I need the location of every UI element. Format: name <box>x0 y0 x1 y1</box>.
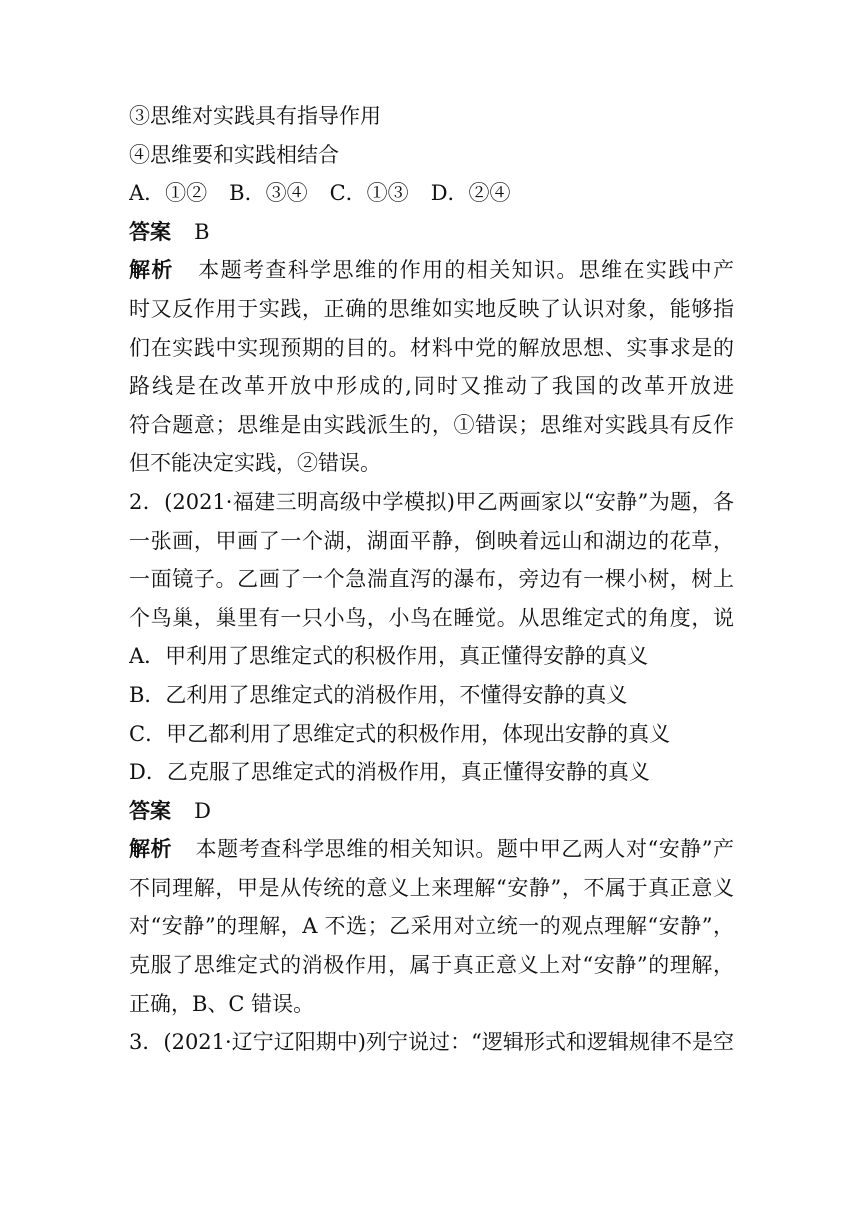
q1-choice-a: A．①② <box>129 181 208 206</box>
q2-stem-line-2: 一张画，甲画了一个湖，湖面平静，倒映着远山和湖边的花草， <box>129 528 734 553</box>
q1-option-3: ③思维对实践具有指导作用 <box>129 104 381 128</box>
q1-analysis-label: 解析 <box>129 258 174 283</box>
q1-answer-value: B <box>194 219 210 244</box>
q1-analysis-text-1: 本题考查科学思维的作用的相关知识。思维在实践中产 <box>196 258 734 283</box>
q2-analysis-line-1 <box>129 830 734 869</box>
q2-stem-line-4: 个鸟巢，巢里有一只小鸟，小鸟在睡觉。从思维定式的角度，说 <box>129 605 734 630</box>
q1-choice-d: D．②④ <box>430 181 511 206</box>
q1-analysis-line-6: 但不能决定实践，②错误。 <box>129 451 381 476</box>
q1-analysis-line-3: 们在实践中实现预期的目的。材料中党的解放思想、实事求是的 <box>129 335 734 360</box>
q2-option-b: B．乙利用了思维定式的消极作用，不懂得安静的真义 <box>129 682 628 707</box>
q1-analysis-line-2: 时又反作用于实践，正确的思维如实地反映了认识对象，能够指 <box>129 296 734 321</box>
q1-analysis-line-1 <box>129 251 734 290</box>
q2-option-c: C．甲乙都利用了思维定式的积极作用，体现出安静的真义 <box>129 721 671 746</box>
q1-analysis-line-4: 路线是在改革开放中形成的,同时又推动了我国的改革开放进 <box>129 374 734 399</box>
q1-analysis-line-5: 符合题意；思维是由实践派生的，①错误；思维对实践具有反作 <box>129 412 734 437</box>
q2-analysis-text-1: 本题考查科学思维的相关知识。题中甲乙两人对“安静”产 <box>195 837 734 862</box>
q2-answer <box>129 792 734 831</box>
q1-option-4: ④思维要和实践相结合 <box>129 142 339 167</box>
q2-stem-line-3: 一面镜子。乙画了一个急湍直泻的瀑布，旁边有一棵小树，树上 <box>129 567 734 592</box>
page-content <box>129 97 734 1062</box>
q2-analysis-line-4: 克服了思维定式的消极作用，属于真正意义上对“安静”的理解， <box>129 953 734 978</box>
q1-choice-b: B．③④ <box>229 181 308 206</box>
q2-answer-value: D <box>194 798 211 823</box>
q1-answer <box>129 213 734 252</box>
q1-answer-label: 答案 <box>129 219 171 244</box>
q2-analysis-label: 解析 <box>129 837 173 862</box>
q2-option-d: D．乙克服了思维定式的消极作用，真正懂得安静的真义 <box>129 760 650 785</box>
q2-analysis-line-5: 正确，B、C 错误。 <box>129 991 315 1016</box>
q1-choices <box>129 174 734 213</box>
q2-analysis-line-3: 对“安静”的理解，A 不选；乙采用对立统一的观点理解“安静”， <box>129 914 734 939</box>
q2-answer-label: 答案 <box>129 798 171 823</box>
q2-stem-line-1: 2．(2021·福建三明高级中学模拟)甲乙两画家以“安静”为题，各 <box>129 489 734 514</box>
q3-stem-line-1: 3．(2021·辽宁辽阳期中)列宁说过：“逻辑形式和逻辑规律不是空 <box>129 1030 734 1055</box>
q2-analysis-line-2: 不同理解，甲是从传统的意义上来理解“安静”，不属于真正意义 <box>129 875 734 900</box>
q1-choice-c: C．①③ <box>329 181 409 206</box>
q2-option-a: A．甲利用了思维定式的积极作用，真正懂得安静的真义 <box>129 644 649 669</box>
